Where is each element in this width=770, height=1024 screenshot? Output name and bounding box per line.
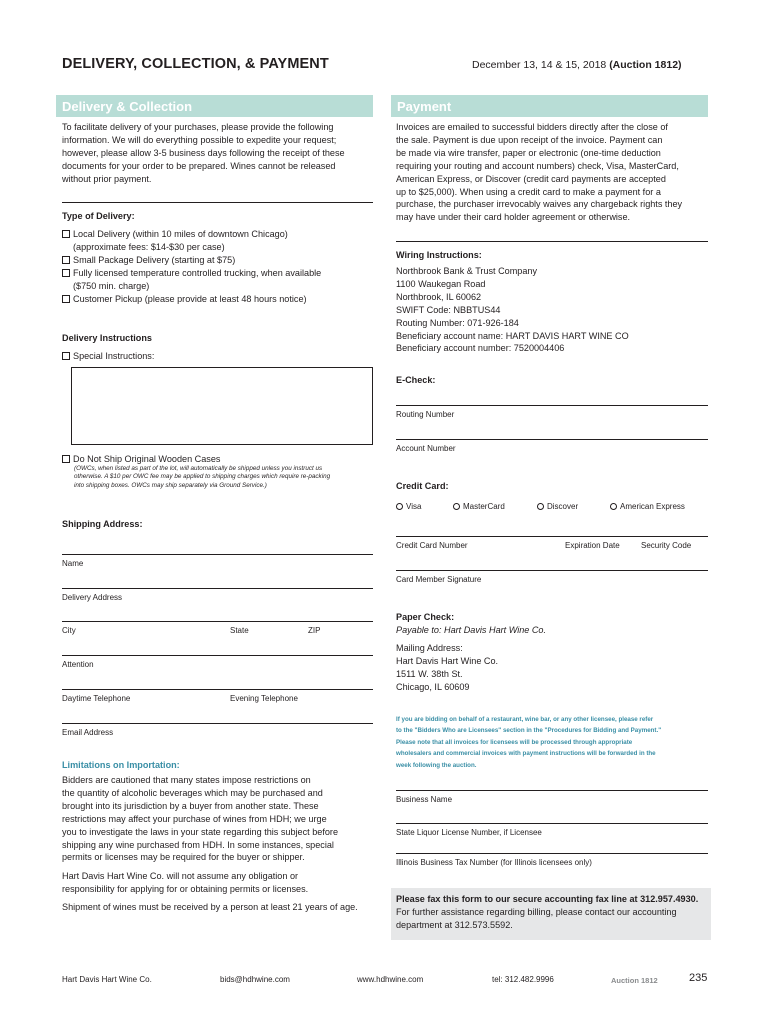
checkbox[interactable] bbox=[62, 269, 70, 277]
delivery-address-line[interactable] bbox=[62, 588, 373, 589]
intro-line: may have under their card holder agreement or otherwise. bbox=[396, 212, 631, 223]
no-owc-option[interactable] bbox=[62, 453, 220, 466]
delivery-options bbox=[62, 228, 378, 305]
wiring-line: Northbrook, IL 60062 bbox=[396, 291, 482, 302]
option-small-package[interactable] bbox=[62, 254, 378, 267]
telephone-line[interactable] bbox=[62, 689, 373, 690]
wiring-details bbox=[396, 265, 712, 355]
radio-button[interactable] bbox=[396, 503, 403, 510]
intro-line: up to $25,000). When using a credit card to make a payment for a bbox=[396, 186, 661, 197]
routing-number-line[interactable] bbox=[396, 405, 708, 406]
limits-line: brought into its jurisdiction by a buyer from another state. These bbox=[62, 800, 319, 811]
card-option-visa[interactable] bbox=[396, 502, 421, 511]
owc-note-line: otherwise. A $10 per OWC fee may be applied to shipping charges which require re-packing bbox=[74, 473, 331, 481]
option-name: Fully licensed temperature controlled trucking bbox=[73, 267, 256, 278]
limits-line: shipping any wine purchased from HDH. In some instances, special bbox=[62, 839, 334, 850]
mailing-line: Mailing Address: bbox=[396, 643, 463, 653]
card-option-discover[interactable] bbox=[537, 502, 578, 511]
notice-line: to the "Bidders Who are Licensees" section in the "Procedures for Bidding and Payment." bbox=[396, 727, 662, 735]
wiring-line: Beneficiary account number: 7520004406 bbox=[396, 343, 565, 354]
notice-line: Please note that all invoices for licensees will be processed through appropriate bbox=[396, 738, 633, 746]
name-line[interactable] bbox=[62, 554, 373, 555]
attention-label: Attention bbox=[62, 660, 94, 669]
checkbox[interactable] bbox=[62, 352, 70, 360]
limits-line: Bidders are cautioned that many states impose restrictions on bbox=[62, 775, 311, 785]
mailing-line: Hart Davis Hart Wine Co. bbox=[396, 655, 499, 666]
zip-label: ZIP bbox=[308, 626, 321, 635]
wiring-instructions-label: Wiring Instructions: bbox=[396, 250, 482, 260]
checkbox[interactable] bbox=[62, 455, 70, 463]
mailing-address bbox=[396, 642, 712, 694]
intro-line: information. We will do everything possible to expedite your request; bbox=[62, 134, 337, 145]
no-owc-label: Do Not Ship Original Wooden Cases bbox=[73, 454, 221, 464]
card-option-mastercard[interactable] bbox=[453, 502, 505, 511]
limitations-text bbox=[62, 774, 380, 864]
mailing-line: Chicago, IL 60609 bbox=[396, 681, 470, 692]
signature-line[interactable] bbox=[396, 570, 708, 571]
limits-line: you to investigate the laws in your state regarding this subject before bbox=[62, 826, 339, 837]
state-label: State bbox=[230, 626, 249, 635]
option-name: Local Delivery bbox=[73, 229, 131, 239]
email-label: Email Address bbox=[62, 728, 114, 737]
security-code-label: Security Code bbox=[641, 541, 692, 550]
age-notice: Shipment of wines must be received by a person at least 21 years of age. bbox=[62, 902, 358, 912]
limitations-label: Limitations on Importation: bbox=[62, 760, 180, 770]
fax-notice-box bbox=[391, 888, 711, 940]
attention-line[interactable] bbox=[62, 655, 373, 656]
card-label: Visa bbox=[406, 502, 422, 511]
owc-note-line: into shipping boxes. OWCs may ship separately via Ground Service.) bbox=[74, 481, 267, 489]
intro-line: however, please allow 3-5 business days following the receipt of these bbox=[62, 147, 345, 158]
liability-line: responsibility for applying for or obtaining permits or licenses. bbox=[62, 883, 309, 894]
card-label: American Express bbox=[620, 502, 685, 511]
routing-number-label: Routing Number bbox=[396, 410, 455, 419]
delivery-instructions-label: Delivery Instructions bbox=[62, 333, 152, 343]
intro-line: American Express, or Discover (credit card payments are accepted bbox=[396, 173, 666, 184]
option-detail: ($750 min. charge) bbox=[73, 280, 150, 291]
payment-intro bbox=[396, 121, 712, 224]
option-detail: (within 10 miles of downtown Chicago) bbox=[130, 229, 288, 239]
owc-note-line: (OWCs, when listed as part of the lot, will automatically be shipped unless you instruct us bbox=[74, 465, 323, 472]
daytime-telephone-label: Daytime Telephone bbox=[62, 694, 131, 703]
liquor-license-label: State Liquor License Number, if Licensee bbox=[396, 828, 542, 837]
notice-line: wholesalers and commercial invoices with payment instructions will be forwarded in the bbox=[396, 750, 656, 758]
account-number-label: Account Number bbox=[396, 444, 456, 453]
checkbox[interactable] bbox=[62, 256, 70, 264]
wiring-line: SWIFT Code: NBBTUS44 bbox=[396, 304, 501, 315]
checkbox[interactable] bbox=[62, 230, 70, 238]
card-option-amex[interactable] bbox=[610, 502, 685, 511]
delivery-address-label: Delivery Address bbox=[62, 593, 123, 602]
option-customer-pickup[interactable] bbox=[62, 293, 378, 306]
footer-email[interactable]: bids@hdhwine.com bbox=[220, 975, 290, 984]
echeck-label: E-Check: bbox=[396, 375, 436, 385]
intro-line: documents for your order to be prepared. Wines cannot be released bbox=[62, 160, 336, 171]
option-local-delivery[interactable] bbox=[62, 228, 378, 241]
auction-dates bbox=[472, 59, 682, 71]
liability-line: Hart Davis Hart Wine Co. will not assume any obligation or bbox=[62, 871, 299, 881]
liability-text bbox=[62, 870, 380, 896]
option-detail: (please provide at least 48 hours notice) bbox=[142, 293, 307, 304]
account-number-line[interactable] bbox=[396, 439, 708, 440]
email-line[interactable] bbox=[62, 723, 373, 724]
wiring-line: Routing Number: 071-926-184 bbox=[396, 317, 519, 328]
paper-check-label: Paper Check: bbox=[396, 612, 455, 622]
footer-telephone: tel: 312.482.9996 bbox=[492, 975, 554, 984]
dates-text: December 13, 14 & 15, 2018 bbox=[472, 59, 607, 71]
business-name-line[interactable] bbox=[396, 790, 708, 791]
intro-line: To facilitate delivery of your purchases, please provide the following bbox=[62, 122, 334, 132]
illinois-tax-label: Illinois Business Tax Number (for Illinois licensees only) bbox=[396, 858, 592, 867]
page-number: 235 bbox=[689, 972, 708, 984]
delivery-section-header: Delivery & Collection bbox=[56, 95, 373, 117]
fax-notice-line: For further assistance regarding billing, please contact our accounting bbox=[396, 906, 677, 917]
licensee-notice bbox=[396, 714, 712, 771]
intro-line: without prior payment. bbox=[62, 173, 152, 184]
intro-line: the sale. Payment is due upon receipt of the invoice. Payment can bbox=[396, 134, 663, 145]
credit-card-number-line[interactable] bbox=[396, 536, 708, 537]
limits-line: permits or licenses may be required for the buyer or shipper. bbox=[62, 852, 305, 863]
footer-company: Hart Davis Hart Wine Co. bbox=[62, 975, 152, 984]
credit-card-label: Credit Card: bbox=[396, 481, 449, 491]
intro-line: Invoices are emailed to successful bidders directly after the close of bbox=[396, 122, 668, 132]
city-label: City bbox=[62, 626, 76, 635]
special-instructions-label: Special Instructions: bbox=[73, 351, 155, 361]
payable-to: Payable to: Hart Davis Hart Wine Co. bbox=[396, 625, 547, 635]
page-title: DELIVERY, COLLECTION, & PAYMENT bbox=[62, 56, 329, 72]
limits-line: restrictions may affect your purchase of wines from HDH; we urge bbox=[62, 813, 327, 824]
option-detail: , when available bbox=[255, 267, 322, 278]
owc-note bbox=[74, 465, 379, 490]
intro-line: purchase, the purchaser irrevocably waives any chargeback rights they bbox=[396, 199, 683, 210]
option-detail: (approximate fees: $14-$30 per case) bbox=[73, 241, 225, 252]
business-name-label: Business Name bbox=[396, 795, 453, 804]
option-name: Customer Pickup bbox=[73, 293, 143, 304]
option-name: Small Package Delivery bbox=[73, 254, 170, 265]
evening-telephone-label: Evening Telephone bbox=[230, 694, 298, 703]
intro-line: requiring your routing and account numbers) check, Visa, MasterCard, bbox=[396, 160, 679, 171]
option-detail: (starting at $75) bbox=[169, 254, 236, 265]
mailing-line: 1511 W. 38th St. bbox=[396, 668, 463, 679]
radio-button[interactable] bbox=[537, 503, 544, 510]
type-of-delivery-label: Type of Delivery: bbox=[62, 211, 135, 221]
intro-line: be made via wire transfer, paper or electronic (one-time deduction bbox=[396, 147, 661, 158]
radio-button[interactable] bbox=[453, 503, 460, 510]
limits-line: the quantity of alcoholic beverages which may be purchased and bbox=[62, 787, 323, 798]
card-member-signature-label: Card Member Signature bbox=[396, 575, 482, 584]
expiration-date-label: Expiration Date bbox=[565, 541, 620, 550]
liquor-license-line[interactable] bbox=[396, 823, 708, 824]
radio-button[interactable] bbox=[610, 503, 617, 510]
delivery-intro bbox=[62, 121, 378, 186]
wiring-line: Beneficiary account name: HART DAVIS HART WINE CO bbox=[396, 330, 629, 341]
notice-line: week following the auction. bbox=[396, 761, 477, 769]
wiring-line: Northbrook Bank & Trust Company bbox=[396, 266, 538, 276]
special-instructions-option[interactable] bbox=[62, 350, 154, 363]
fax-notice-line: department at 312.573.5592. bbox=[396, 919, 513, 930]
footer-auction: Auction 1812 bbox=[611, 976, 658, 985]
footer-website[interactable]: www.hdhwine.com bbox=[357, 975, 424, 984]
divider bbox=[62, 202, 373, 203]
payment-section-header: Payment bbox=[391, 95, 708, 117]
checkbox[interactable] bbox=[62, 295, 70, 303]
notice-line: If you are bidding on behalf of a restaurant, wine bar, or any other licensee, please refer bbox=[396, 716, 654, 723]
name-field-label: Name bbox=[62, 559, 84, 568]
special-instructions-textarea[interactable] bbox=[71, 367, 373, 445]
city-line[interactable] bbox=[62, 621, 373, 622]
option-trucking[interactable] bbox=[62, 267, 378, 280]
illinois-tax-line[interactable] bbox=[396, 853, 708, 854]
wiring-line: 1100 Waukegan Road bbox=[396, 278, 486, 289]
credit-card-number-label: Credit Card Number bbox=[396, 541, 468, 550]
shipping-address-label: Shipping Address: bbox=[62, 519, 143, 529]
divider bbox=[396, 241, 708, 242]
card-label: Discover bbox=[547, 502, 579, 511]
fax-notice-bold: Please fax this form to our secure accounting fax line at 312.957.4930. bbox=[396, 894, 699, 904]
auction-number: (Auction 1812) bbox=[609, 59, 682, 71]
card-label: MasterCard bbox=[463, 502, 505, 511]
